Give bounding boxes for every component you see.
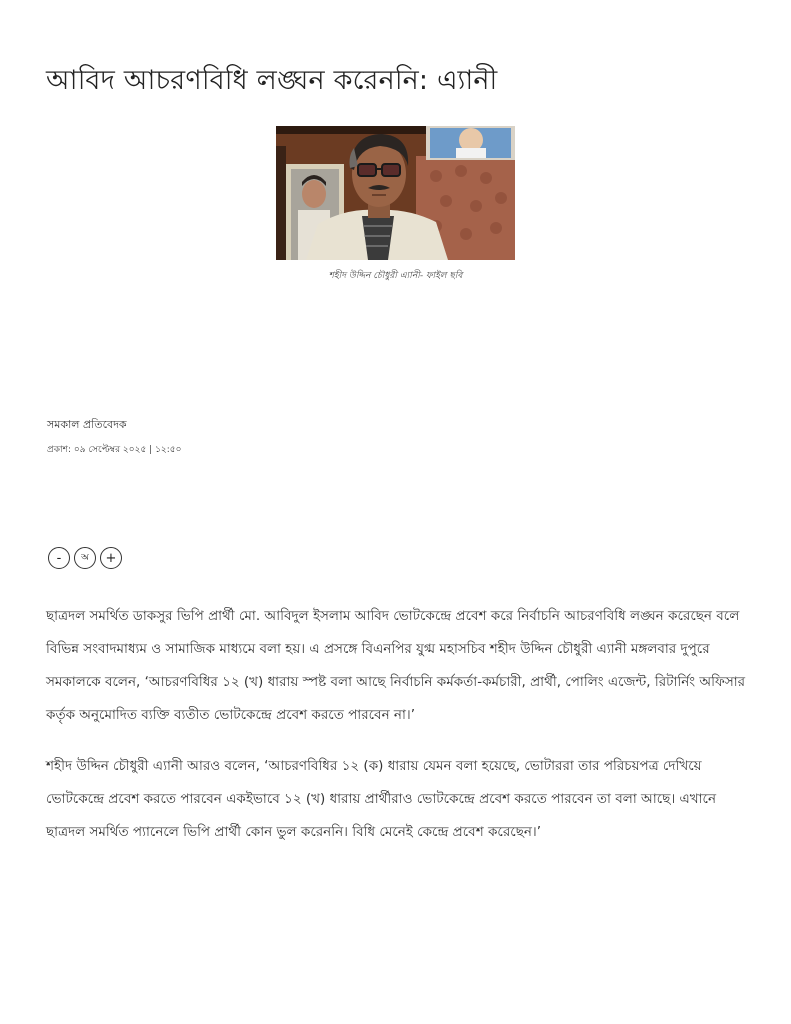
reset-font-button[interactable]: অ (74, 547, 96, 569)
article-paragraph: ছাত্রদল সমর্থিত ডাকসুর ভিপি প্রার্থী মো. আবিদুল ইসলাম আবিদ ভোটকেন্দ্রে প্রবেশ করে নির্বাচনি আচরণবিধি লঙ্ঘন করেছেন বলে বিভিন্ন সংবাদমাধ্যম ও সামাজিক মাধ্যমে বলা হয়। এ প্রসঙ্গে বিএনপির যুগ্ম মহাসচিব শহীদ উদ্দিন চৌধুরী এ্যানী মঙ্গলবার দুপুরে সমকালকে বলেন, ‘আচরণবিধির ১২ (খ) ধারায় স্পষ্ট বলা আছে নির্বাচনি কর্মকর্তা-কর্মচারী, প্রার্থী, পোলিং এজেন্ট, রিটার্নিং অফিসার কর্তৃক অনুমোদিত ব্যক্তি ব্যতীত ভোটকেন্দ্রে প্রবেশ করতে পারবেন না।’ (46, 608, 746, 723)
publish-date: প্রকাশ: ০৯ সেপ্টেম্বর ২০২৫ | ১২:৫০ (47, 445, 182, 455)
decrease-font-button[interactable]: - (48, 547, 70, 569)
article-photo (276, 126, 515, 260)
article-headline: আবিদ আচরণবিধি লঙ্ঘন করেননি: এ্যানী (46, 65, 498, 96)
article-paragraph: শহীদ উদ্দিন চৌধুরী এ্যানী আরও বলেন, ‘আচরণবিধির ১২ (ক) ধারায় যেমন বলা হয়েছে, ভোটাররা তার পরিচয়পত্র দেখিয়ে ভোটকেন্দ্রে প্রবেশ করতে পারবেন একইভাবে ১২ (খ) ধারায় প্রার্থীরাও ভোটকেন্দ্রে প্রবেশ করতে পারবেন তা বলা আছে। এখানে ছাত্রদল সমর্থিত প্যানেলে ভিপি প্রার্থী কোন ভুল করেননি। বিধি মেনেই কেন্দ্রে প্রবেশ করেছেন।’ (46, 758, 717, 840)
photo-caption: শহীদ উদ্দিন চৌধুরী এ্যানী- ফাইল ছবি (328, 271, 463, 281)
font-size-controls (48, 547, 122, 569)
article-byline: সমকাল প্রতিবেদক (47, 418, 127, 431)
article-body (46, 600, 746, 867)
increase-font-button[interactable]: + (100, 547, 122, 569)
